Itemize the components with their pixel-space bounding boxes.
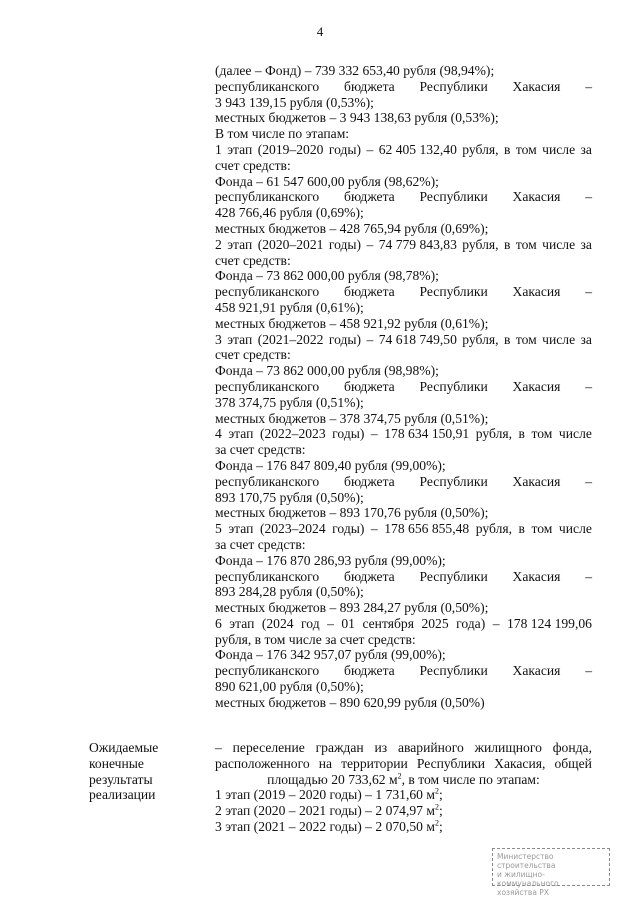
stage-area-end: ; bbox=[438, 787, 443, 803]
word: бюджета bbox=[344, 189, 395, 205]
area-prefix: площадью 20 733,62 м bbox=[267, 771, 398, 787]
word: 6 bbox=[215, 615, 222, 631]
word: – bbox=[585, 78, 592, 94]
stage-local-line: местных бюджетов – 890 620,99 рубля (0,50%) bbox=[215, 694, 485, 710]
stage-area-end: ; bbox=[438, 803, 443, 819]
stage-republican-line bbox=[215, 379, 592, 395]
word: за bbox=[580, 236, 592, 252]
word: фонда, bbox=[552, 740, 592, 755]
label-line: Ожидаемые bbox=[89, 740, 159, 755]
results-line bbox=[215, 756, 592, 772]
word: 74 779 843,83 bbox=[378, 236, 457, 252]
word: этап bbox=[227, 236, 253, 252]
word: Республики bbox=[419, 568, 488, 584]
word: аварийного bbox=[397, 740, 464, 755]
stage-local-line: местных бюджетов – 428 765,94 рубля (0,69%); bbox=[215, 220, 489, 236]
word: в bbox=[518, 521, 525, 537]
word: рубля, bbox=[462, 236, 499, 252]
word: Республики bbox=[419, 189, 488, 205]
stage-republican-amount: 893 284,28 рубля (0,50%); bbox=[215, 584, 364, 600]
word: – bbox=[370, 426, 378, 442]
word: (2024 bbox=[261, 615, 294, 631]
word: из bbox=[374, 740, 388, 755]
word: 62 405 132,40 bbox=[378, 141, 457, 157]
word: этап bbox=[228, 521, 254, 537]
word: республиканского bbox=[215, 78, 320, 94]
stage-area-text: 2 этап (2020 – 2021 годы) – 2 074,97 м bbox=[215, 803, 435, 819]
word: Республики bbox=[419, 473, 488, 489]
stage-heading-continuation: рубля, в том числе за счет средств: bbox=[215, 631, 416, 647]
word: (2023–2024 bbox=[259, 521, 326, 537]
stage-heading-continuation: счет средств: bbox=[215, 347, 291, 363]
stage-republican-amount: 428 766,46 рубля (0,69%); bbox=[215, 205, 364, 221]
word: бюджета bbox=[344, 78, 395, 94]
word: республиканского bbox=[215, 284, 320, 300]
stage-local-line: местных бюджетов – 893 284,27 рубля (0,50%); bbox=[215, 600, 489, 616]
word: республиканского bbox=[215, 568, 320, 584]
word: 5 bbox=[215, 521, 222, 537]
word: рубля, bbox=[462, 331, 499, 347]
stage-fund-line: Фонда – 73 862 000,00 рубля (98,98%); bbox=[215, 363, 439, 379]
word: – bbox=[585, 189, 592, 205]
word: Республики bbox=[419, 378, 488, 394]
label-line: реализации bbox=[89, 787, 156, 803]
stage-heading-line bbox=[215, 521, 592, 537]
word: Хакасия bbox=[512, 284, 561, 300]
word: республиканского bbox=[215, 473, 320, 489]
stage-local-line: местных бюджетов – 458 921,92 рубля (0,61%); bbox=[215, 315, 489, 331]
word: – bbox=[327, 615, 334, 631]
word: этап bbox=[229, 615, 255, 631]
word: числе bbox=[558, 521, 592, 537]
expected-results-text bbox=[215, 740, 592, 835]
stage-area-item bbox=[215, 819, 592, 835]
word: республиканского bbox=[215, 189, 320, 205]
word: на bbox=[318, 755, 332, 771]
word: (2020–2021 bbox=[257, 236, 324, 252]
word: годы) bbox=[328, 141, 362, 157]
word: жилищного bbox=[474, 740, 542, 755]
stage-heading-line bbox=[215, 332, 592, 348]
stage-heading-continuation: за счет средств: bbox=[215, 536, 306, 552]
stage-republican-line bbox=[215, 663, 592, 679]
word: годы) bbox=[328, 331, 362, 347]
word: переселение bbox=[232, 740, 305, 755]
unit-exponent: 2 bbox=[434, 818, 439, 828]
stage-local-line: местных бюджетов – 893 170,76 рубля (0,50%); bbox=[215, 505, 489, 521]
word: этап bbox=[227, 141, 253, 157]
stage-republican-amount: 893 170,75 рубля (0,50%); bbox=[215, 489, 364, 505]
word: Республики bbox=[419, 284, 488, 300]
word: – bbox=[366, 236, 374, 252]
word: (2019–2020 bbox=[257, 141, 324, 157]
word: этап bbox=[228, 426, 254, 442]
unit-exponent: 2 bbox=[434, 802, 439, 812]
word: сентября bbox=[362, 615, 414, 631]
word: – bbox=[215, 740, 222, 755]
word: год bbox=[301, 615, 320, 631]
word: общей bbox=[554, 755, 592, 771]
word: 2025 bbox=[421, 615, 449, 631]
word: числе bbox=[558, 426, 592, 442]
stage-fund-line: Фонда – 176 870 286,93 рубля (99,00%); bbox=[215, 552, 446, 568]
stage-heading-line bbox=[215, 426, 592, 442]
label-line: конечные bbox=[89, 755, 144, 771]
word: Хакасия bbox=[512, 378, 561, 394]
word: том bbox=[515, 141, 537, 157]
word: том bbox=[515, 331, 537, 347]
word: – bbox=[585, 663, 592, 679]
word: том bbox=[515, 236, 537, 252]
stage-heading-line bbox=[215, 616, 592, 632]
unit-exponent: 2 bbox=[397, 771, 402, 781]
word: 1 bbox=[215, 141, 222, 157]
word: расположенного bbox=[215, 755, 310, 771]
word: 178 634 150,91 bbox=[384, 426, 470, 442]
word: 2 bbox=[215, 236, 222, 252]
word: за bbox=[580, 141, 592, 157]
republican-budget-amount: 3 943 139,15 рубля (0,53%); bbox=[215, 94, 374, 110]
word: бюджета bbox=[344, 378, 395, 394]
word: числе bbox=[542, 331, 576, 347]
word: года) bbox=[456, 615, 486, 631]
word: годы) bbox=[332, 521, 365, 537]
word: Хакасия bbox=[512, 663, 561, 679]
word: граждан bbox=[315, 740, 364, 755]
word: Республики bbox=[419, 78, 488, 94]
word: бюджета bbox=[344, 663, 395, 679]
stage-republican-line bbox=[215, 474, 592, 490]
fund-total-line: (далее – Фонд) – 739 332 653,40 рубля (98,94%); bbox=[215, 63, 495, 78]
stages-intro: В том числе по этапам: bbox=[215, 126, 350, 142]
stamp-line: Министерство строительства bbox=[497, 852, 556, 870]
word: том bbox=[531, 521, 553, 537]
stage-republican-line bbox=[215, 569, 592, 585]
word: республиканского bbox=[215, 663, 320, 679]
word: – bbox=[585, 568, 592, 584]
word: 178 656 855,48 bbox=[384, 521, 470, 537]
word: Республики bbox=[419, 663, 488, 679]
stages-list bbox=[215, 142, 592, 711]
word: – bbox=[366, 331, 374, 347]
stage-area-item bbox=[215, 787, 592, 803]
stage-republican-amount: 378 374,75 рубля (0,51%); bbox=[215, 394, 364, 410]
word: 178 124 199,06 bbox=[507, 615, 592, 631]
word: – bbox=[370, 521, 378, 537]
word: этап bbox=[227, 331, 253, 347]
stage-local-line: местных бюджетов – 378 374,75 рубля (0,51%); bbox=[215, 410, 489, 426]
results-paragraph bbox=[215, 740, 592, 787]
results-line bbox=[215, 740, 592, 756]
word: числе bbox=[542, 236, 576, 252]
word: республиканского bbox=[215, 378, 320, 394]
stage-heading-continuation: за счет средств: bbox=[215, 442, 306, 458]
stamp-line: хозяйства РХ bbox=[497, 888, 549, 897]
stage-heading-continuation: счет средств: bbox=[215, 157, 291, 173]
stage-heading-continuation: счет средств: bbox=[215, 252, 291, 268]
word: бюджета bbox=[344, 473, 395, 489]
word: рубля, bbox=[475, 426, 512, 442]
word: территории bbox=[341, 755, 408, 771]
stage-republican-amount: 890 621,00 рубля (0,50%); bbox=[215, 679, 364, 695]
word: – bbox=[585, 378, 592, 394]
stage-area-item bbox=[215, 803, 592, 819]
page-number: 4 bbox=[316, 24, 324, 39]
word: годы) bbox=[332, 426, 365, 442]
word: бюджета bbox=[344, 284, 395, 300]
word: том bbox=[531, 426, 553, 442]
word: рубля, bbox=[462, 141, 499, 157]
local-budget-line: местных бюджетов – 3 943 138,63 рубля (0,53%); bbox=[215, 110, 499, 126]
word: Хакасия bbox=[512, 568, 561, 584]
word: за bbox=[580, 331, 592, 347]
word: – bbox=[492, 615, 500, 631]
results-line bbox=[215, 772, 592, 788]
word: Хакасия bbox=[512, 473, 561, 489]
word: (2022–2023 bbox=[259, 426, 326, 442]
stage-republican-line bbox=[215, 284, 592, 300]
word: годы) bbox=[328, 236, 362, 252]
word: – bbox=[585, 284, 592, 300]
stage-heading-line bbox=[215, 142, 592, 158]
word: Хакасия, bbox=[494, 755, 546, 771]
word: 3 bbox=[215, 331, 222, 347]
word: в bbox=[503, 331, 511, 347]
stage-area-text: 3 этап (2021 – 2022 годы) – 2 070,50 м bbox=[215, 818, 435, 834]
word: в bbox=[503, 236, 511, 252]
stage-fund-line: Фонда – 176 847 809,40 рубля (99,00%); bbox=[215, 457, 446, 473]
word: Республики bbox=[416, 755, 486, 771]
stage-fund-line: Фонда – 61 547 600,00 рубля (98,62%); bbox=[215, 173, 439, 189]
word: 4 bbox=[215, 426, 222, 442]
stamp-line: и жилищно-коммунального bbox=[497, 870, 559, 888]
word: числе bbox=[542, 141, 576, 157]
stage-area-end: ; bbox=[438, 818, 443, 834]
word: Хакасия bbox=[512, 189, 561, 205]
word: рубля, bbox=[475, 521, 512, 537]
stage-heading-line bbox=[215, 237, 592, 253]
stage-republican-amount: 458 921,91 рубля (0,61%); bbox=[215, 299, 364, 315]
word: в bbox=[503, 141, 511, 157]
word: 74 618 749,50 bbox=[378, 331, 457, 347]
stage-fund-line: Фонда – 176 342 957,07 рубля (99,00%); bbox=[215, 647, 446, 663]
word: бюджета bbox=[344, 568, 395, 584]
area-suffix: , в том числе по этапам: bbox=[401, 771, 540, 787]
word: в bbox=[518, 426, 525, 442]
stage-area-text: 1 этап (2019 – 2020 годы) – 1 731,60 м bbox=[215, 787, 435, 803]
word: (2021–2022 bbox=[257, 331, 324, 347]
expected-results-label bbox=[89, 740, 199, 803]
word: 01 bbox=[341, 615, 355, 631]
stage-fund-line: Фонда – 73 862 000,00 рубля (98,78%); bbox=[215, 268, 439, 284]
word: – bbox=[366, 141, 374, 157]
label-line: результаты bbox=[89, 771, 153, 787]
ministry-stamp bbox=[492, 848, 610, 897]
republican-budget-line bbox=[215, 79, 592, 95]
funding-text-block bbox=[215, 63, 592, 711]
word: – bbox=[585, 473, 592, 489]
unit-exponent: 2 bbox=[434, 786, 439, 796]
stage-republican-line bbox=[215, 189, 592, 205]
word: Хакасия bbox=[512, 78, 561, 94]
